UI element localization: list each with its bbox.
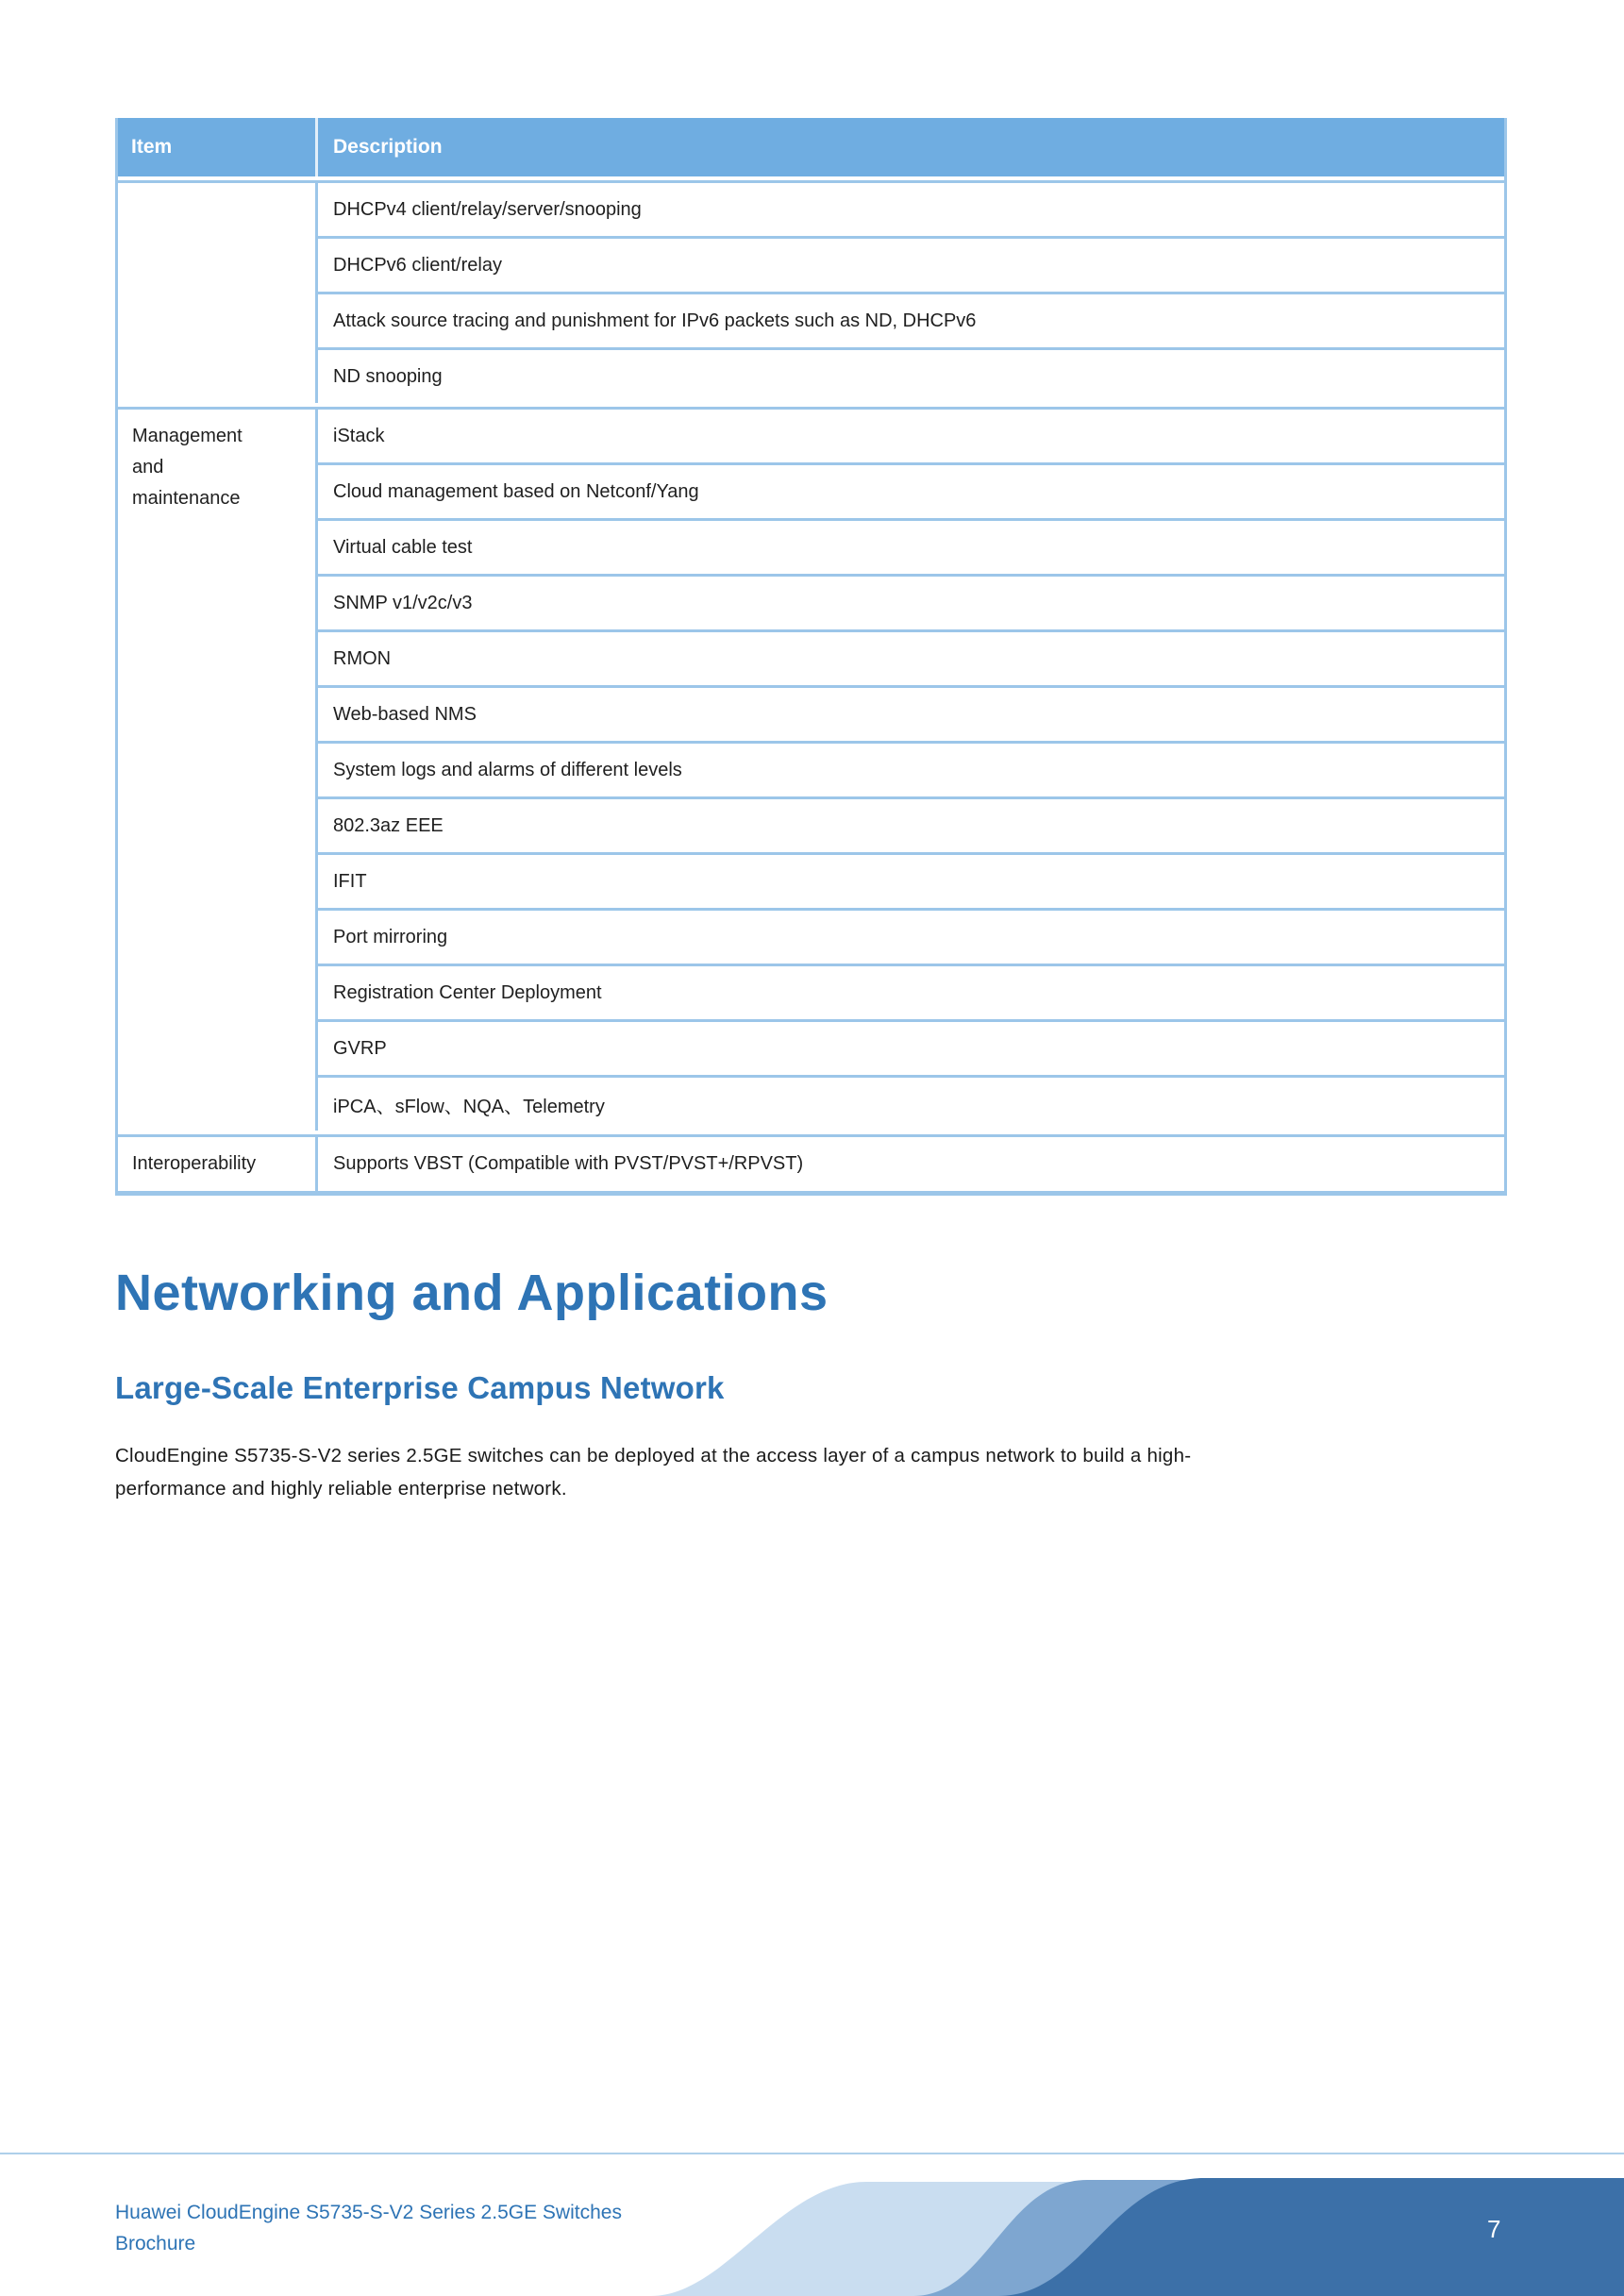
description-cell: ND snooping bbox=[318, 347, 1504, 403]
table-header-description: Description bbox=[333, 136, 443, 158]
body-paragraph bbox=[115, 1439, 1507, 1505]
description-cell: RMON bbox=[318, 629, 1504, 685]
item-cell: Management and maintenance bbox=[118, 410, 318, 1131]
body-line: performance and highly reliable enterprise network. bbox=[115, 1477, 567, 1500]
description-cell: Supports VBST (Compatible with PVST/PVST+/RPVST) bbox=[333, 1152, 804, 1174]
item-cell: Interoperability bbox=[118, 1137, 318, 1191]
table-group bbox=[118, 180, 1504, 403]
page-number: 7 bbox=[1487, 2215, 1501, 2243]
description-cell: DHCPv6 client/relay bbox=[318, 236, 1504, 292]
description-cell: iPCA、sFlow、NQA、Telemetry bbox=[318, 1075, 1504, 1131]
table-body bbox=[118, 180, 1504, 1191]
footer-document-title bbox=[115, 2197, 622, 2259]
item-cell bbox=[118, 183, 318, 403]
description-cell: iStack bbox=[333, 425, 385, 446]
table-group bbox=[118, 1134, 1504, 1191]
table-header-item: Item bbox=[118, 118, 318, 176]
description-cell: Virtual cable test bbox=[318, 518, 1504, 574]
description-cell: Web-based NMS bbox=[318, 685, 1504, 741]
spec-table bbox=[115, 118, 1507, 1196]
description-column bbox=[318, 410, 1504, 1131]
description-cell: DHCPv4 client/relay/server/snooping bbox=[333, 198, 642, 220]
description-cell: Attack source tracing and punishment for IPv6 packets such as ND, DHCPv6 bbox=[318, 292, 1504, 347]
page-content bbox=[115, 118, 1507, 1505]
description-cell: Registration Center Deployment bbox=[318, 964, 1504, 1019]
table-group bbox=[118, 407, 1504, 1131]
description-column bbox=[318, 183, 1504, 403]
description-cell: Port mirroring bbox=[318, 908, 1504, 964]
description-cell: 802.3az EEE bbox=[318, 796, 1504, 852]
footer-title-line: Huawei CloudEngine S5735-S-V2 Series 2.5GE Switches bbox=[115, 2202, 622, 2223]
section-heading: Networking and Applications bbox=[115, 1265, 829, 1321]
table-header-row bbox=[118, 118, 1504, 176]
description-cell: System logs and alarms of different levels bbox=[318, 741, 1504, 796]
description-cell: GVRP bbox=[318, 1019, 1504, 1075]
body-line: CloudEngine S5735-S-V2 series 2.5GE switches can be deployed at the access layer of a campus network to build a high- bbox=[115, 1444, 1192, 1466]
description-cell: IFIT bbox=[318, 852, 1504, 908]
description-column bbox=[318, 1137, 1504, 1191]
description-cell: Cloud management based on Netconf/Yang bbox=[318, 462, 1504, 518]
subsection-heading: Large-Scale Enterprise Campus Network bbox=[115, 1370, 725, 1406]
description-cell: SNMP v1/v2c/v3 bbox=[318, 574, 1504, 629]
footer-subtitle-line: Brochure bbox=[115, 2233, 196, 2254]
